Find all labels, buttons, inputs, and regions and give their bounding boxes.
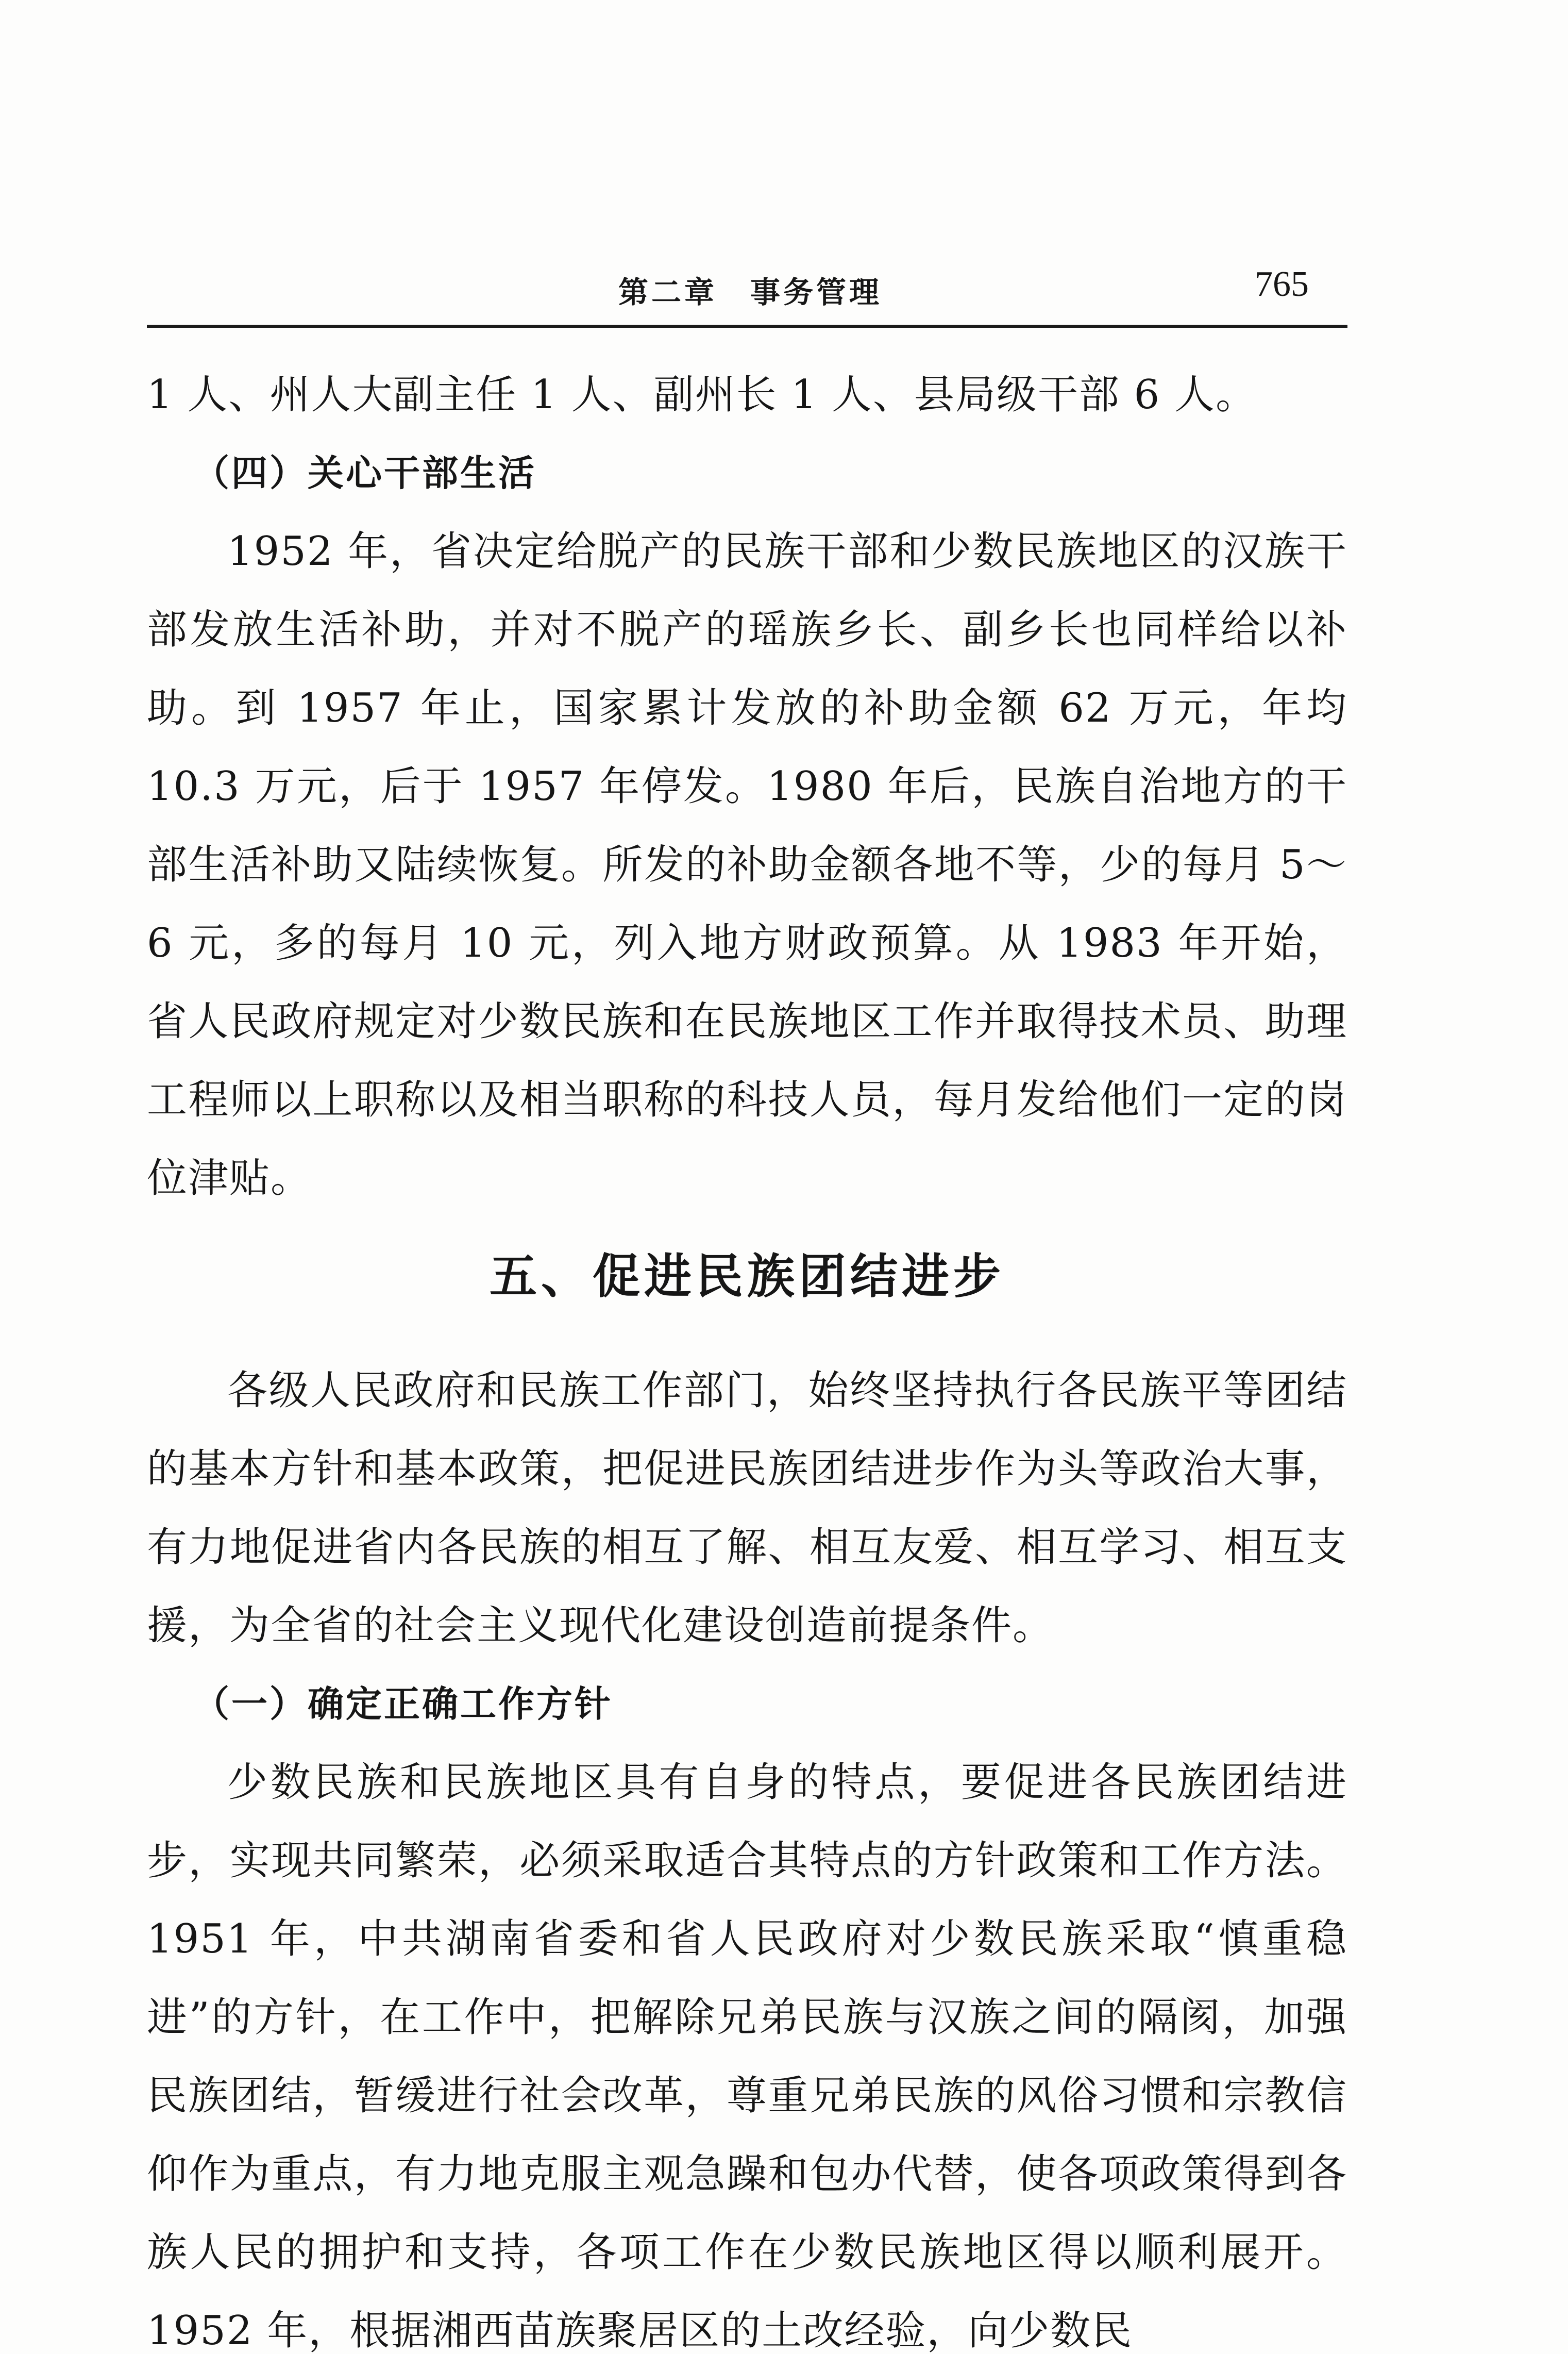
main-text	[147, 356, 1347, 2370]
paragraph-cadre-subsidy: 1952 年，省决定给脱产的民族干部和少数民族地区的汉族干部发放生活补助，并对不脱产的瑶族乡长、副乡长也同样给以补助。到 1957 年止，国家累计发放的补助金额 62 万元，年均 10.3 万元，后于 1957 年停发。1980 年后，民族自治地方的干部生活补助又陆续恢复。所发的补助金额各地不等，少的每月 5～6 元，多的每月 10 元，列入地方财政预算。从 1983 年开始，省人民政府规定对少数民族和在民族地区工作并取得技术员、助理工程师以上职称以及相当职称的科技人员，每月发给他们一定的岗位津贴。	[147, 528, 1347, 1201]
paragraph-unity-intro: 各级人民政府和民族工作部门，始终坚持执行各民族平等团结的基本方针和基本政策，把促进民族团结进步作为头等政治大事，有力地促进省内各民族的相互了解、相互友爱、相互学习、相互支援，为全省的社会主义现代化建设创造前提条件。	[147, 1367, 1347, 1649]
subheading-work-policy: （一）确定正确工作方针	[193, 1683, 613, 1725]
paragraph-continued: 1 人、州人大副主任 1 人、副州长 1 人、县局级干部 6 人。	[147, 372, 1257, 418]
section-heading-unity: 五、促进民族团结进步	[489, 1249, 1005, 1304]
paragraph-work-policy: 少数民族和民族地区具有自身的特点，要促进各民族团结进步，实现共同繁荣，必须采取适合其特点的方针政策和工作方法。1951 年，中共湖南省委和省人民政府对少数民族采取“慎重稳进”的方针，在工作中，把解除兄弟民族与汉族之间的隔阂，加强民族团结，暂缓进行社会改革，尊重兄弟民族的风俗习惯和宗教信仰作为重点，有力地克服主观急躁和包办代替，使各项政策得到各族人民的拥护和支持，各项工作在少数民族地区得以顺利展开。1952 年，根据湘西苗族聚居区的土改经验，向少数民	[147, 1759, 1347, 2354]
running-header	[147, 258, 1347, 335]
header-divider	[147, 325, 1347, 328]
page-number: 765	[1255, 264, 1309, 304]
subheading-cadre-life: （四）关心干部生活	[193, 452, 536, 494]
chapter-title: 第二章 事务管理	[618, 275, 883, 310]
